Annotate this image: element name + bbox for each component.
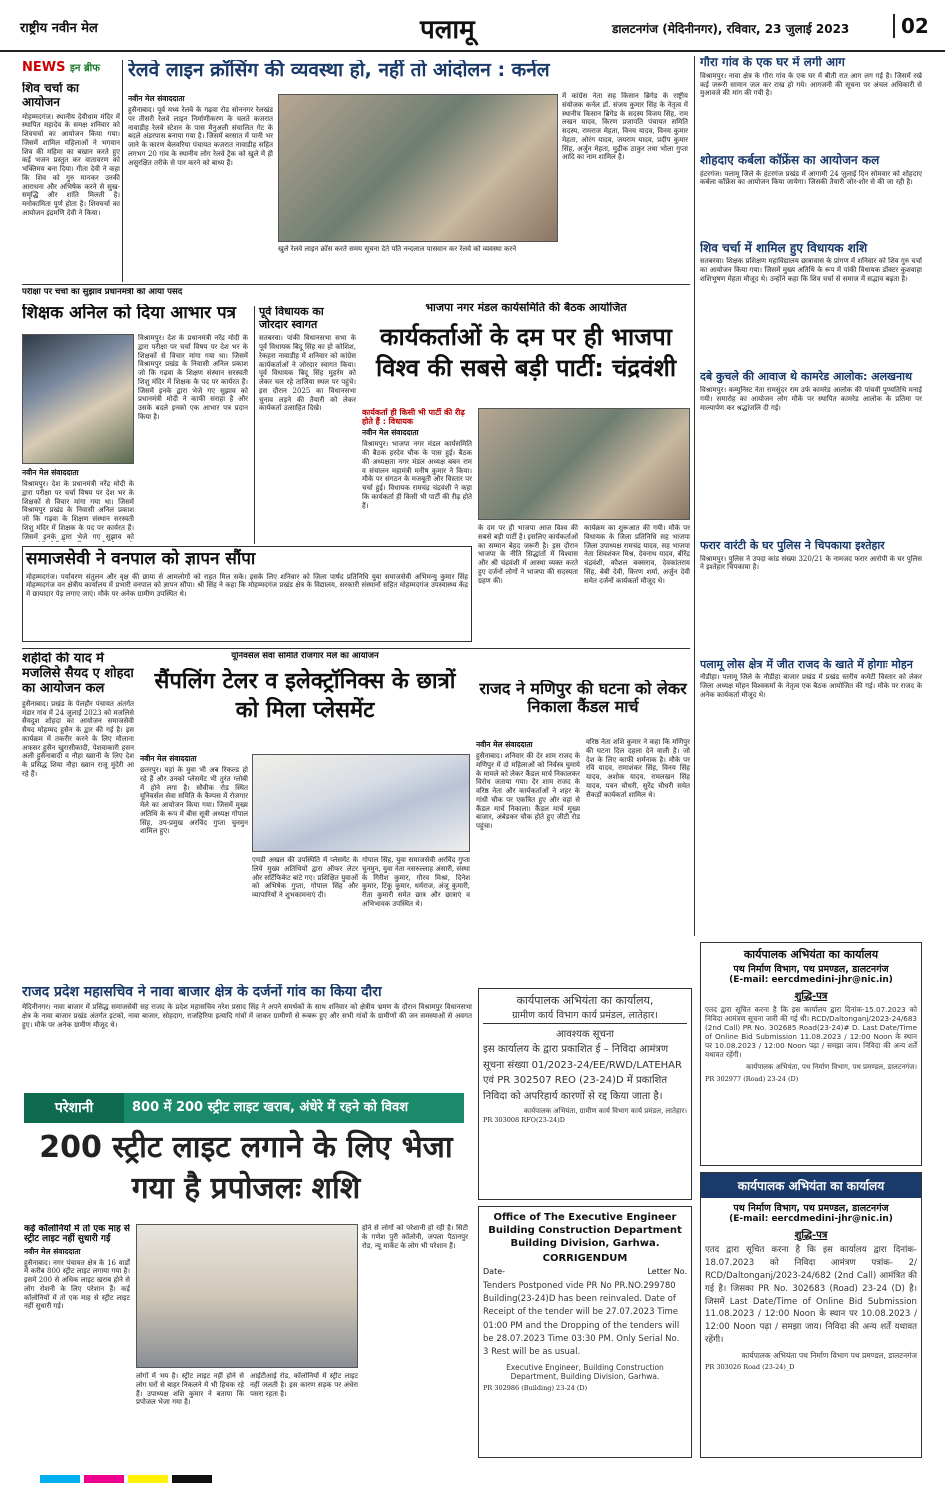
notice1-email: (E-mail: eercdmedini-jhr@nic.in) [729,975,893,985]
notice3-pr: PR 302986 (Building) 23-24 (D) [483,1383,588,1392]
bjp-photo [478,408,690,520]
news-sub-label: इन ब्रीफ [70,63,100,74]
right-4-body: विश्रामपुर। कम्युनिस्ट नेता रामसुंदर राम उर्फ कामरेड आलोक की पांचवीं पुण्यतिथि मनाई गयी। समारोह का आयोजन लोग मौके पर स्थापित कामरेड आलोक के प्रतिमा पर माल्यार्पण कर श्रद्धांजलि दी गई। [700,386,922,412]
streetlight-col2 [136,1372,244,1456]
right-2-body: हंटरगंज। पलामू जिले के हंटरगंज प्रखंड में आगामी 24 जुलाई दिन सोमवार को शोहदाए कर्बला कॉफ्रेंस का आयोजन किया जायेगा। जिसकी तैयारी जोर-शोर से की जा रही है। [700,169,922,187]
notice4-body: एतद द्वारा सूचित करना है कि इस कार्यालय द्वारा दिनांक- 18.07.2023 को निविदा आमंत्रण पत्रांक- 2/ RCD/Daltonganj/2023-24/682 (2nd Call) आमंत्रित की गई है। जिसका PR No. 302683 (Road) 23-24 (D) है। जिसमें Last Date/Time of Online Bid Submission 11.08.2023 / 12:00 Noon के स्थान पर 10.08.2023 / 12:00 Noon पढ़ा / समझा जाय। निविदा की अन्य शर्तें यथावत रहेंगी। [705,1245,917,1346]
bjp-kicker: भाजपा नगर मंडल कार्यसमिति की बैठक आयोजित [425,302,627,314]
rail-byline: नवीन मेल संवाददाता [128,94,185,103]
bjp-col1 [362,408,472,544]
rail-photo [278,94,558,242]
brief-1-headline: शिव चर्चा का आयोजन [22,82,79,109]
bjp-col2 [478,524,578,644]
brief-1-body: मोहम्मदगंज। स्थानीय देवीधाम मंदिर में स्थापित महादेव के समक्ष शनिवार को शिवचर्चा का आयोजन किया गया। जिसमें शामिल महिलाओं ने भगवान शिव की महिमा का बखान करते हुए कई भजन प्रस्तुत कर वातावरण को भक्तिमय बना दिया। गीता देवी ने कहा कि शिव को गुरु मानकर उनकी आराधना और अभिषेक करने से सुख-समृद्धि और शांति मिलती है। मनोकामिता पूर्ण होता है। शिवचर्चा का आयोजन इंद्रमणि देवी ने किया। [22,112,120,217]
manipur-byline: नवीन मेल संवाददाता [476,740,533,749]
right-6-headline: पलामू लोस क्षेत्र में जीत राजद के खाते में होगाः मोहन [700,657,913,671]
notice4-title: कार्यपालक अभियंता का कार्यालय [737,1179,885,1193]
manipur-body-b: वरिष्ठ नेता शशि कुमार ने कहा कि मणिपुर की घटना दिल दहला देने वाली है। जो देश के लिए काफी शर्मनाक है। मौके पर रवि यादव, रामाशंकर सिंह, विनय सिंह यादव, अशोक यादव, रामलखन सिंह यादव, पवन चौधरी, सुरेंद्र चौधरी समेत सैकड़ों कार्यकर्ता शामिल थे। [586,738,690,799]
teacher-photo [22,334,134,464]
rail-story-col1 [128,92,273,282]
streetlight-headline: 200 स्ट्रीट लाइट लगाने के लिए भेजा गया है प्रपोजलः शशि [39,1130,453,1206]
placement-body-c: गोपाल सिंह, युवा समाजसेवी अरविंद गुप्ता चुनमुन, युवा नेता नसरुल्लाह अंसारी, संस्था के गिरीश कुमार, गौरव मिश्रा, दिनेश कुमार, टिंकू कुमार, धर्मराज, अंजू कुमारी, रीता कुमारी समेत छात्र और छात्राएं व अभिभावक उपस्थित थे। [362,856,470,908]
manipur-col1 [476,738,580,946]
placement-body-a: छतरपुर। यहां के युवा भी अब रिकल्ड हो रहे हैं और उनको प्लेसमेंट भी तुरंत ग्लोबी में होने लगा है। सौवीक रोड स्थित यूनिवर्सल सेवा समिति के कैम्पस में रोजगार मेले का आयोजन किया गया। जिसमें मुख्य अतिथि के रूप में बीस सूत्री अध्यक्ष गोपाल सिंह, उप-प्रमुख अरविंद गुप्ता चुनमुन शामिल हुए। [140,766,248,836]
notice2-pr: PR 303008 RFO(23-24)D [483,1115,565,1124]
rjd-story [22,984,472,1088]
registration-black [172,1475,212,1483]
placement-col3 [362,856,470,980]
masthead [0,0,945,52]
page-number: 02 [893,14,929,38]
notice1-body: एतद द्वारा सूचित करना है कि इस कार्यालय द्वारा दिनांक-15.07.2023 को निविदा आमंत्रण सूचना जारी की गई थी। RCD/Daltonganj/2023-24/683 (2nd Call) PR No. 302685 Road(23-24)# D. Last Date/Time of Online Bid Submission 11.08.2023 / 12:00 Noon के स्थान पर 10.08.2023 / 12:00 Noon पढ़ा / समझा जाय। निविदा की अन्य शर्तें यथावत रहेंगी। [705,1005,917,1059]
placement-kicker-box [140,652,470,666]
notice-rcd-daltonganj-1 [700,942,922,1166]
placement-body-b: एमडी अखल की उपस्थिति में प्लेसमेंट के लिये मुख्य अतिथियों द्वारा ऑफर लेटर और सर्टिफिकेट बांटे गए। प्रशिक्षित युवाओं को अभिषेक गुप्ता, गोपाल सिंह और व्यापारियों ने शुभकामनाएं दी। [252,856,358,899]
right-5-headline: फरार वारंटी के घर पुलिस ने चिपकाया इश्तेहार [700,539,885,553]
rail-body-a: हुसैनाबाद। पूर्व मध्य रेलवे के गढ़वा रोड सोननगर रेलखंड पर तीसरी रेलवे लाइन निर्माणीकरण के चलते कजरात नावाडीह रेलवे स्टेशन के पास मैनुअली संचालित गेट के बदले अंडरपास बनाया गया है। जिसमें बरसात में पानी भर जाने के कारण बेलवरिया पंचायत कजरात नावाडीह सहित लगभग 20 गांव के स्थानीय लोग रेलवे ट्रैक को खुले में ही असुरक्षित तरीके से पार करने को बाध्य हैं। [128,106,273,167]
brief-2-body: हुसैनाबाद। प्रखंड के पेलहौर पंचायत अंतर्गत मंडार गांव में 24 जुलाई 2023 को मजलिसे सैयदुश शोहदा का आयोजन समाजसेवी सैयद मोहम्मद हुसैन के द्वार की गई है। इस कार्यक्रम में तकरीर करने के लिए मौलाना अफसर हुसैन खुरासीकादी, पेशवाकारी हसन अली हुसैनाबादी व नौहा ख्वानी के लिए देश के प्रसिद्ध शिया नौहा ख्वान राजू मुंदेरी आ रहे हैं। [22,699,134,778]
streetlight-strip-text: 800 में 200 स्ट्रीट लाइट खराब, अंधेरे में रहने को विवश [132,1100,409,1115]
dateline: डालटनगंज (मेदिनीनगर), रविवार, 23 जुलाई 2023 [612,22,850,36]
streetlight-tag: परेशानी [24,1093,124,1123]
registration-yellow [128,1475,168,1483]
notice3-date: Date- [483,1267,506,1276]
notice1-sub: शुद्धि-पत्र [794,991,828,1002]
teacher-headline: शिक्षक अनिल को दिया आभार पत्र [22,304,237,323]
teacher-head-box [22,304,272,328]
notice1-dept: पथ निर्माण विभाग, पथ प्रमण्डल, डालटनगंज [733,964,889,975]
notice2-sub: आवश्यक सूचना [556,1029,614,1040]
teacher-body-a: विश्रामपुर। देश के प्रधानमंत्री नरेंद्र मोदी के द्वारा परीक्षा पर चर्चा विषय पर देश भर के शिक्षकों से विचार मांगा गया था। जिसमें विश्रामपुर प्रखंड के निवासी अनिल प्रकाश जो कि गढ़वा के शिक्षण संस्थान सरस्वती शिशु मंदिर में शिक्षक के पद पर कार्यरत हैं। जिसमें इनके द्वारा भेजे गए सुझाव को [22,480,134,541]
notice1-pr: PR 302977 (Road) 23-24 (D) [705,1074,799,1083]
vanpal-story [22,546,472,642]
bjp-body-b: के दम पर ही भाजपा आज विश्व की सबसे बड़ी पार्टी है। इसलिए कार्यकर्ताओं का सम्मान बेहद जरूरी है। इस दौरान भाजपा के नीति सिद्धांतों में विश्वास और श्री चंद्रवंशी में आस्था व्यक्त करते हुए दर्जनों लोगों ने भाजपा की सदस्यता ग्रहण की। [478,524,578,585]
news-label: NEWS [22,60,66,75]
notice3-letter: Letter No. [647,1267,687,1276]
teacher-body-b: विश्रामपुर। देश के प्रधानमंत्री नरेंद्र मोदी के द्वारा परीक्षा पर चर्चा विषय पर देश भर के शिक्षकों से विचार मांगा गया था। जिसमें विश्रामपुर प्रखंड के निवासी अनिल प्रकाश जो कि गढ़वा के शिक्षण संस्थान सरस्वती शिशु मंदिर में शिक्षक के पद पर कार्यरत हैं। जिसमें इनके द्वारा भेजे गए सुझाव को प्रधानमंत्री मोदी ने काफी सराहा है और उसके बदले इनको एक आभार पत्र प्रदान किया है। [138,334,248,421]
notice-building-garhwa [478,1206,692,1458]
right-3-body: सतबरवा। शिक्षक प्रशिक्षण महाविद्यालय छात्रावास के प्रांगण में शनिवार को शिव गुरु चर्चा का आयोजन किया गया। जिसमें मुख्य अतिथि के रूप में पांकी विधायक डॉक्टर कुशवाहा शशिभूषण मेहता मौजूद थे। उन्होंने कहा कि शिव चर्चा से समाज में सद्भाव बढ़ता है। [700,257,922,283]
right-1-body: विश्रामपुर। नावा क्षेत्र के गौरा गांव के एक घर में बीती रात आग लग गई है। जिसमें रखे कई जरूरी सामान जल कर राख हो गये। आगजनी की सूचना पर अंचल अधिकारी से मुआवजे की मांग की गयी है। [700,71,922,98]
registration-cyan [40,1475,80,1483]
vanpal-headline: समाजसेवी ने वनपाल को ज्ञापन सौंपा [26,549,256,569]
right-1-headline: गौरा गांव के एक घर में लगी आग [700,56,845,69]
right-3-headline: शिव चर्चा में शामिल हुए विधायक शशि [700,240,868,255]
streetlight-body-b: लोगों में भय है। स्ट्रीट लाइट नहीं होने से लोग घरों से बाहर निकलने में भी हिचक रहे हैं। उपाध्यक्ष शशि कुमार ने बताया कि प्रपोजल भेजा गया है। [136,1372,244,1407]
notice1-title: कार्यपालक अभियंता का कार्यालय [743,948,879,961]
bjp-byline: नवीन मेल संवाददाता [362,428,419,438]
streetlight-col4 [362,1224,468,1456]
notice-rcd-daltonganj-2 [700,1172,922,1458]
streetlight-subhead: कई कॉलोनियों में तो एक माह से स्ट्रीट लाइट नहीं सुधारी गई [24,1224,130,1245]
notice4-pr: PR 303026 Road (23-24)_D [705,1362,795,1371]
notice2-dept: ग्रामीण कार्य विभाग कार्य प्रमंडल, लातेहार। [483,1008,687,1024]
notice3-sub: CORRIGENDUM [542,1253,628,1264]
streetlight-col1 [24,1224,130,1456]
mla-story [254,306,356,544]
notice4-sign: कार्यपालक अभियंता पथ निर्माण विभाग पथ प्रमण्डल, डालटनगंज [741,1351,917,1361]
brief-column [22,82,120,282]
placement-headline: सैंपलिंग टेलर व इलेक्ट्रॉनिक्स के छात्रों को मिला प्लेसमेंट [154,669,456,723]
notice3-meta [483,1267,687,1276]
vanpal-body: मोहम्मदगंज। पर्यावरण संतुलन और वृक्ष की छाया से आमलोगों को राहत मिल सके। इसके लिए शनिवार को जिला पार्षद प्रतिनिधि युवा समाजसेवी अभिमन्यु कुमार सिंह मोहम्मदगंज वन क्षेत्रीय कार्यालय में प्रभारी वनपाल को ज्ञापन सौंपा। श्री सिंह ने कहा कि मोहम्मदगंज प्रखंड क्षेत्र के विद्यालय, सरकारी संस्थानों सहित मोहम्मदगंज उपस्वास्थ्य केंद्र में छायादार पेड़ लगाए जाएं। मौके पर अनेक ग्रामीण उपस्थित थे। [26,572,468,599]
streetlight-head-box [24,1128,468,1214]
right-column [700,56,922,936]
notice2-title: कार्यपालक अभियंता का कार्यालय, [516,994,654,1007]
paper-name: राष्ट्रीय नवीन मेल [20,21,98,36]
notice4-email: (E-mail: eercdmedini-jhr@nic.in) [729,1214,893,1224]
notice1-sign: कार्यपालक अभियंता, पथ निर्माण विभाग, पथ प्रमण्डल, डालटनगंज। [746,1063,917,1071]
streetlight-photo [136,1224,358,1368]
notice4-header [701,1173,921,1198]
streetlight-body-c: आईटीआई रोड, कॉलोनियों में स्ट्रीट लाइट नहीं जलती है। इस कारण सड़क पर अंधेरा पसरा रहता है। [250,1372,358,1398]
notice3-title: Office of The Executive Engineer Building Construction Department Building Division, Garhwa. [488,1212,682,1249]
notice2-sign: कार्यपालक अभियंता, ग्रामीण कार्य विभाग कार्य प्रमंडल, लातेहार। [523,1107,687,1115]
brief-2 [22,652,134,982]
manipur-col2 [586,738,690,946]
placement-col1 [140,752,248,980]
bjp-col3 [584,524,690,644]
streetlight-col3 [250,1372,358,1456]
rail-story-head [128,60,688,90]
placement-kicker: यूनिवर्सल सेवा समिति रोजगार मेले का आयोजन [231,652,379,661]
rail-headline: रेलवे लाइन क्रॉसिंग की व्यवस्था हो, नहीं तो आंदोलन : कर्नल [128,60,550,81]
right-2-headline: शोहदाए कर्बला कॉफ्रेंस का आयोजन कल [700,152,880,167]
notice4-dept: पथ निर्माण विभाग, पथ प्रमण्डल, डालटनगंज [733,1203,889,1214]
mla-headline: पूर्व विधायक का जोरदार स्वागत [259,306,324,331]
bjp-body-c: कार्यक्रम का शुरूआत की गयी। मौके पर विधायक के जिला प्रतिनिधि सह भाजपा जिला उपाध्यक्ष रामचंद्र यादव, सह भाजपा नेता शिवशंकर मिश्र, देवनाथ यादव, बीरेंद्र चंद्रवंशी, कौशल बक्सराव, देवकांतराय सिंह, बेबी देवी, किरण शर्मा, अर्जुन देवी समेत दर्जनों कार्यकर्ता मौजूद थे। [584,524,690,585]
placement-col2 [252,856,358,980]
rjd-headline: राजद प्रदेश महासचिव ने नावा बाजार क्षेत्र के दर्जनों गांव का किया दौरा [22,984,382,1000]
placement-photo [252,754,470,852]
placement-head-box [140,668,470,746]
teacher-col1 [22,466,134,542]
notice4-sub: शुद्धि-पत्र [794,1230,828,1241]
placement-byline: नवीन मेल संवाददाता [140,754,197,763]
bjp-kicker-box [362,302,690,318]
streetlight-body-a: हुसैनाबाद। नगर पंचायत क्षेत्र के 16 वार्डों में करीब 800 स्ट्रीट लाइट लगाया गया है। इसमें 200 से अधिक लाइट खराब होने से लोग रोशनी के लिए परेशान हैं। कई कॉलोनियों में तो एक माह से स्ट्रीट लाइट नहीं सुधारी गई। [24,1258,130,1311]
right-6-body: नौडीहा। पलामू जिले के नौडीहा बाजार प्रखंड में प्रखंड स्तरीय कमेटी विस्तार को लेकर जिला अध्यक्ष मोहन विश्वकर्मा के नेतृत्व एक बैठक आयोजित की गई। मौके पर राजद के अनेक कार्यकर्ता मौजूद थे। [700,673,922,699]
right-4-headline: दबे कुचले की आवाज थे कामरेड आलोक: अलखनाथ [700,370,913,384]
streetlight-body-d: होने से लोगों को परेशानी हो रही है। सिटी के गणेश पुरी कॉलोनी, जपला पैठानपुर रोड, न्यू मार्केट के लोग भी परेशान हैं। [362,1224,468,1250]
brief-2-headline: शहीदों की याद में मजलिसे सैयद ए शोहदा का आयोजन कल [22,652,134,696]
rjd-body: मेदिनीनगर। नावा बाजार में प्रसिद्ध समाजसेवी सह राजद के प्रदेश महासचिव नरेश प्रसाद सिंह ने अपने समर्थकों के साथ शनिवार को क्षेत्रीय भ्रमण के दौरान विश्रामपुर विधानसभा क्षेत्र के नावा बाजार प्रखंड अंतर्गत इटको, नावा बाजार, सोहदाग, राजहिरिया इत्यादि गांवों में जाकर ग्रामीणों से रूबरू हुए और सभी गांवों के ग्रामीणों की जन समस्याओं से अवगत हुए। मौके पर अनेक ग्रामीण मौजूद थे। [22,1003,472,1029]
rail-caption-box [278,245,558,281]
teacher-col2 [138,334,248,540]
mla-body: सतबरवा। पांकी विधानसभा सभा के पूर्व विधायक बिदू सिंह का हो कोशिश, रेकहरा नावाडीह में शनिवार को कांग्रेस कार्यकर्ताओं ने जोरदार स्वागत किया। पूर्व विधायक बिदू सिंह मुहर्रम को लेकर चल रहे ताजिया स्थल पर पहुंचे। इस दौरान 2025 का विधानसभा चुनाव लड़ने की तैयारी को लेकर कार्यकर्ता उत्साहित दिखे। [259,334,356,413]
notice2-body: इस कार्यालय के द्वारा प्रकाशित ई – निविदा आमंत्रण सूचना संख्या 01/2023-24/EE/RWD/LATEHAR एवं PR 302507 REO (23-24)D में प्रकाशित निविदा को अपरिहार्य कारणों से रद्द किया जाता है। [483,1044,682,1102]
notice3-sign: Executive Engineer, Building Construction Department, Building Division, Garhwa. [506,1363,664,1382]
streetlight-strip [24,1093,464,1123]
teacher-byline: नवीन मेल संवाददाता [22,468,79,477]
bjp-headline: कार्यकर्ताओं के दम पर ही भाजपा विश्व की सबसे बड़ी पार्टी: चंद्रवंशी [375,323,677,383]
streetlight-byline: नवीन मेल संवाददाता [24,1246,81,1256]
bjp-head-box [362,322,690,402]
rail-story-col3 [562,92,688,282]
news-brief-badge [22,60,100,75]
bjp-subhead: कार्यकर्ता ही किसी भी पार्टी की रीढ़ होते हैं : विधायक [362,408,465,427]
rail-body-b: में कांग्रेस नेता सह किसान ब्रिगेड के राष्ट्रीय संयोजक कर्नल डॉ. संजय कुमार सिंह के नेतृत्व में स्थानीय किसान ब्रिगेड के सदस्य विजय सिंह, राम लखन यादव, किरण प्रजापति पंचायत समिति सदस्य, रामराज मेहता, विनय यादव, विनय कुमार मेहता, ओरंग यादव, जयराम यादव, प्रदीप कुमार सिंह, अर्जुन मेहता, मुद्रीक ठाकुर तथा भोला गुप्ता आदि का नाम शामिल है। [562,92,688,162]
teacher-kicker-box [22,288,272,302]
teacher-kicker: परीक्षा पर चर्चा का सुझाव प्रधानमंत्री को आया पसंद [22,288,183,297]
bjp-body-a: विश्रामपुर। भाजपा नगर मंडल कार्यसमिति की बैठक हरदेव चौक के पास हुई। बैठक की अध्यक्षता नगर मंडल अध्यक्ष बबन राम व संचालन महामंत्री मनीष कुमार ने किया। मौके पर संगठन के मजबूती और विस्तार पर चर्चा हुई। विधायक रामचंद्र चंद्रवंशी ने कहा कि कार्यकर्ता ही किसी भी पार्टी की रीढ़ होते हैं। [362,440,472,510]
manipur-head-box [476,680,690,730]
manipur-headline: राजद ने मणिपुर की घटना को लेकर निकाला कैंडल मार्च [479,680,687,717]
right-5-body: विश्रामपुर। पुलिस ने उपदा कांड संख्या 320/21 के नामजद फरार आरोपी के घर पुलिस ने इश्तेहार चिपकाया है। [700,554,922,572]
section-title: पलामू [420,15,475,45]
notice-rwd-latehar [478,988,692,1200]
manipur-body-a: हुसैनाबाद। शनिवार की देर शाम राजद के मणिपुर में दो महिलाओं को निर्वस्त्र घुमाये के मामले को लेकर कैंडल मार्च निकालकर विरोध जताया गया। देर शाम राजद के वरिष्ठ नेता और कार्यकर्ताओं ने शहर के गांधी चौक पर एकत्रित हुए और वहां से कैंडल मार्च निकाला। कैंडल मार्च मुख्य बाजार, अंबेडकर चौक होते हुए जीटी रोड पहुंचा। [476,752,580,830]
notice3-body: Tenders Postponed vide PR No PR.NO.299780 Building(23-24)D has been reinvaled. Date of Receipt of the tender will be 27.07.2023 Time 01:00 PM and the Dropping of the tenders will be 28.07.2023 Time 03:30 PM. Only Serial No. 3 Rest will be as usual. [483,1281,680,1357]
registration-magenta [84,1475,124,1483]
rail-caption: खुले रेलवे लाइन क्रॉस करते समय सूचना देते पति नन्दलाल पासवान कर रेलवे को व्यवस्था करने [278,245,517,253]
